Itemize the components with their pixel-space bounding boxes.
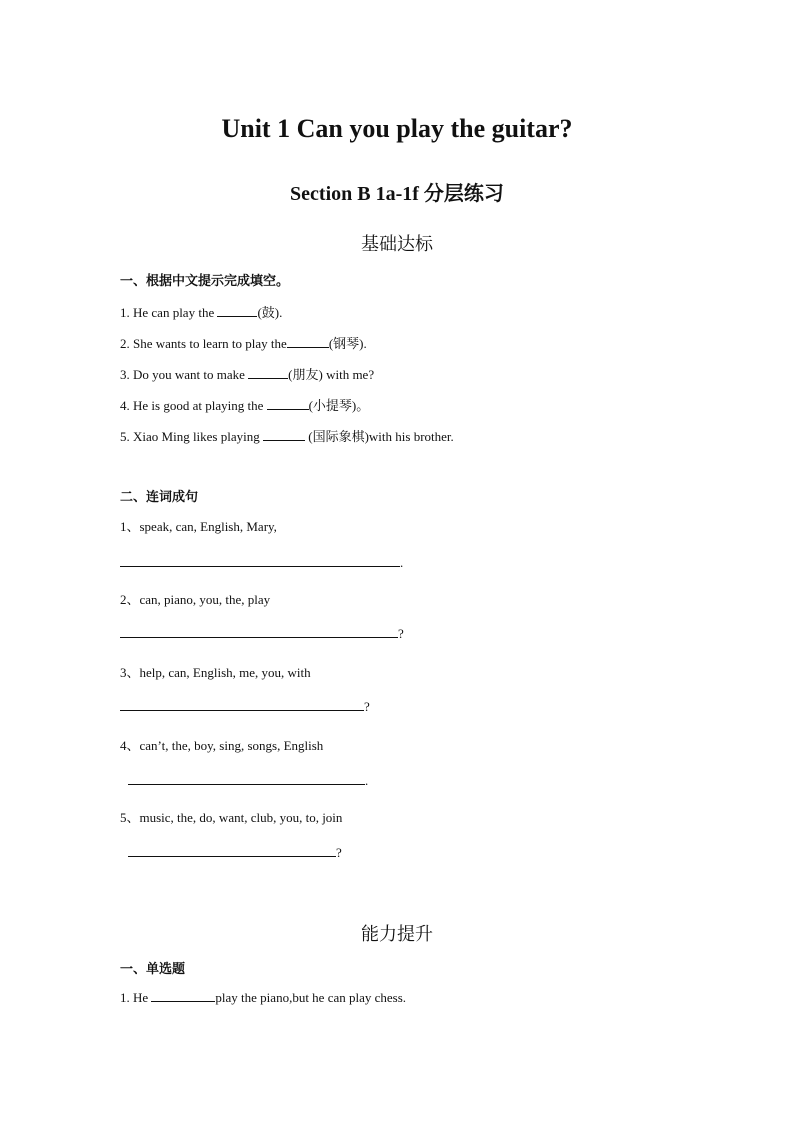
section-heading-basic: 基础达标	[361, 234, 433, 254]
fill-item-text: 3. Do you want to make	[120, 367, 249, 382]
fill-item-3	[120, 364, 374, 383]
fill-item-hint: (小提琴)。	[308, 398, 370, 413]
answer-blank[interactable]	[267, 397, 309, 410]
fill-item-text: 1. He can play the	[120, 305, 218, 320]
fill-item-hint: (朋友) with me?	[288, 367, 375, 382]
reorder-item-5-words: 5、music, the, do, want, club, you, to, join	[120, 810, 343, 825]
answer-line[interactable]	[128, 844, 336, 857]
answer-line[interactable]	[120, 625, 398, 638]
answer-blank[interactable]	[287, 335, 329, 348]
answer-line[interactable]	[128, 772, 365, 785]
reorder-item-3-words: 3、help, can, English, me, you, with	[120, 665, 311, 680]
reorder-item-2-words: 2、can, piano, you, the, play	[120, 592, 271, 607]
fill-item-text: 5. Xiao Ming likes playing	[120, 429, 263, 444]
answer-blank[interactable]	[151, 989, 215, 1002]
fill-item-hint: (鼓).	[257, 305, 283, 320]
reorder-item-5-answer	[128, 844, 342, 861]
worksheet-subtitle: Section B 1a-1f 分层练习	[290, 183, 504, 205]
choice-heading: 一、单选题	[120, 961, 186, 976]
fill-item-text: 4. He is good at playing the	[120, 398, 267, 413]
reorder-item-1-answer	[120, 554, 403, 571]
fill-item-hint: (国际象棋)with his brother.	[305, 429, 454, 444]
section-heading-advanced: 能力提升	[361, 924, 433, 944]
reorder-item-3-answer	[120, 698, 370, 715]
answer-blank[interactable]	[248, 366, 288, 379]
end-punctuation: ?	[364, 699, 370, 714]
answer-line[interactable]	[120, 554, 400, 567]
reorder-item-1-words: 1、speak, can, English, Mary,	[120, 519, 277, 534]
answer-blank[interactable]	[263, 428, 305, 441]
fill-item-hint: (钢琴).	[328, 336, 367, 351]
part2-heading: 二、连词成句	[120, 489, 199, 504]
fill-item-5	[120, 426, 454, 445]
end-punctuation: ?	[398, 626, 404, 641]
fill-item-2	[120, 333, 367, 352]
reorder-item-2-answer	[120, 625, 404, 642]
choice-item-rest: play the piano,but he can play chess.	[215, 990, 407, 1005]
fill-item-4	[120, 395, 369, 414]
fill-item-text: 2. She wants to learn to play the	[120, 336, 287, 351]
part1-heading: 一、根据中文提示完成填空。	[120, 273, 290, 288]
answer-line[interactable]	[120, 698, 364, 711]
end-punctuation: .	[365, 773, 369, 788]
choice-item-1	[120, 989, 406, 1006]
reorder-item-4-words: 4、can’t, the, boy, sing, songs, English	[120, 738, 324, 753]
end-punctuation: ?	[336, 845, 342, 860]
reorder-item-4-answer	[128, 772, 368, 789]
fill-item-1	[120, 302, 282, 321]
end-punctuation: .	[400, 555, 404, 570]
choice-item-text: 1. He	[120, 990, 152, 1005]
answer-blank[interactable]	[217, 304, 257, 317]
worksheet-title: Unit 1 Can you play the guitar?	[221, 114, 573, 143]
